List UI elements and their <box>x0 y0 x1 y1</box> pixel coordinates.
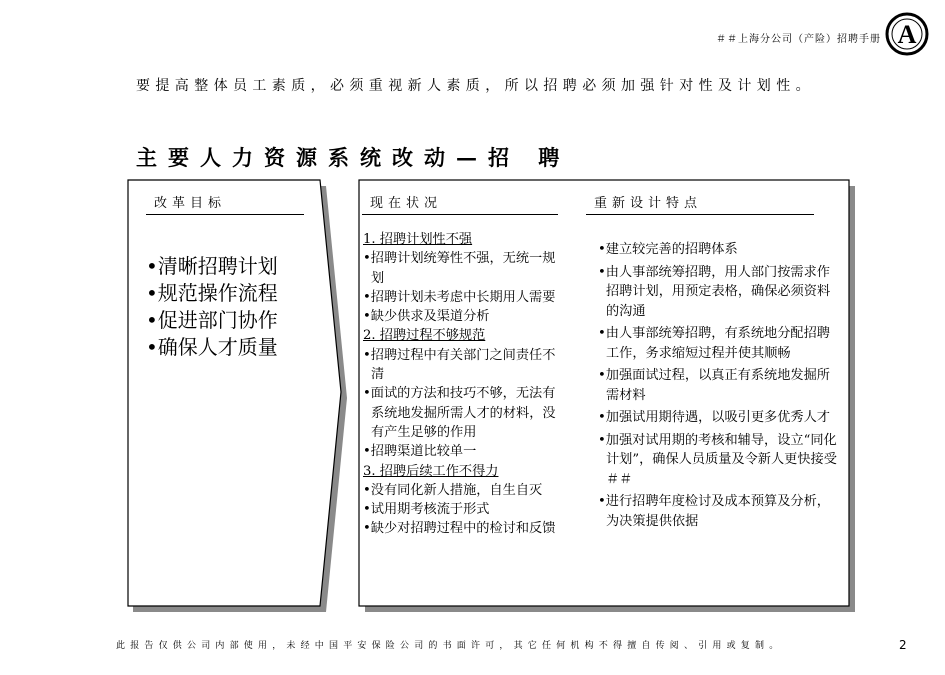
header-title: ＃＃上海分公司（产险）招聘手册 <box>716 34 881 45</box>
goal-item: •促进部门协作 <box>146 308 278 332</box>
current-status-list <box>363 230 568 539</box>
current-item: •面试的方法和技巧不够，无法有系统地发掘所需人才的材料，没有产生足够的作用 <box>363 386 556 440</box>
intro-paragraph: 要提高整体员工素质，必须重视新人素质，所以招聘必须加强针对性及计划性。 <box>136 78 815 94</box>
redesign-list <box>598 240 838 534</box>
current-heading: 现在状况 <box>362 192 558 215</box>
current-item: •缺少对招聘过程中的检讨和反馈 <box>363 521 556 537</box>
redesign-item: •加强对试用期的考核和辅导，设立“同化计划”，确保人员质量及令新人更快接受＃＃ <box>598 432 837 487</box>
redesign-item: •由人事部统筹招聘，用人部门按需求作招聘计划，用预定表格，确保必须资料的沟通 <box>598 264 831 319</box>
redesign-item: •加强面试过程，以真正有系统地发掘所需材料 <box>598 368 830 403</box>
goal-item: •规范操作流程 <box>146 281 278 305</box>
redesign-item: •建立较完善的招聘体系 <box>598 242 738 257</box>
current-item: •招聘计划未考虑中长期用人需要 <box>363 289 556 305</box>
current-item: •缺少供求及渠道分析 <box>363 309 490 325</box>
current-section-heading: 1. 招聘计划性不强 <box>363 232 473 247</box>
goals-heading: 改革目标 <box>146 192 304 215</box>
redesign-item: •加强试用期待遇，以吸引更多优秀人才 <box>598 410 830 425</box>
current-item: •试用期考核流于形式 <box>363 502 490 518</box>
svg-text:A: A <box>897 20 917 49</box>
redesign-item: •由人事部统筹招聘，有系统地分配招聘工作，务求缩短过程并使其顺畅 <box>598 326 830 361</box>
current-item: •招聘计划统筹性不强，无统一规划 <box>363 251 556 286</box>
goal-item: •清晰招聘计划 <box>146 254 278 278</box>
goals-arrow-panel <box>128 180 341 606</box>
current-item: •招聘渠道比较单一 <box>363 444 477 460</box>
current-section-heading: 2. 招聘过程不够规范 <box>363 328 486 344</box>
page-number: 2 <box>899 638 907 652</box>
redesign-heading: 重新设计特点 <box>586 192 814 215</box>
redesign-item: •进行招聘年度检讨及成本预算及分析，为决策提供依据 <box>598 494 830 529</box>
page-title: 主要人力资源系统改动—招 聘 <box>136 145 571 170</box>
goals-list <box>146 253 278 361</box>
goal-item: •确保人才质量 <box>146 335 278 359</box>
current-section-heading: 3. 招聘后续工作不得力 <box>363 463 499 479</box>
current-item: •没有同化新人措施，自生自灭 <box>363 482 543 498</box>
footer-disclaimer: 此报告仅供公司内部使用，未经中国平安保险公司的书面许可，其它任何机构不得擅自传阅、引用或复制。 <box>116 641 784 651</box>
current-item: •招聘过程中有关部门之间责任不清 <box>363 347 556 383</box>
